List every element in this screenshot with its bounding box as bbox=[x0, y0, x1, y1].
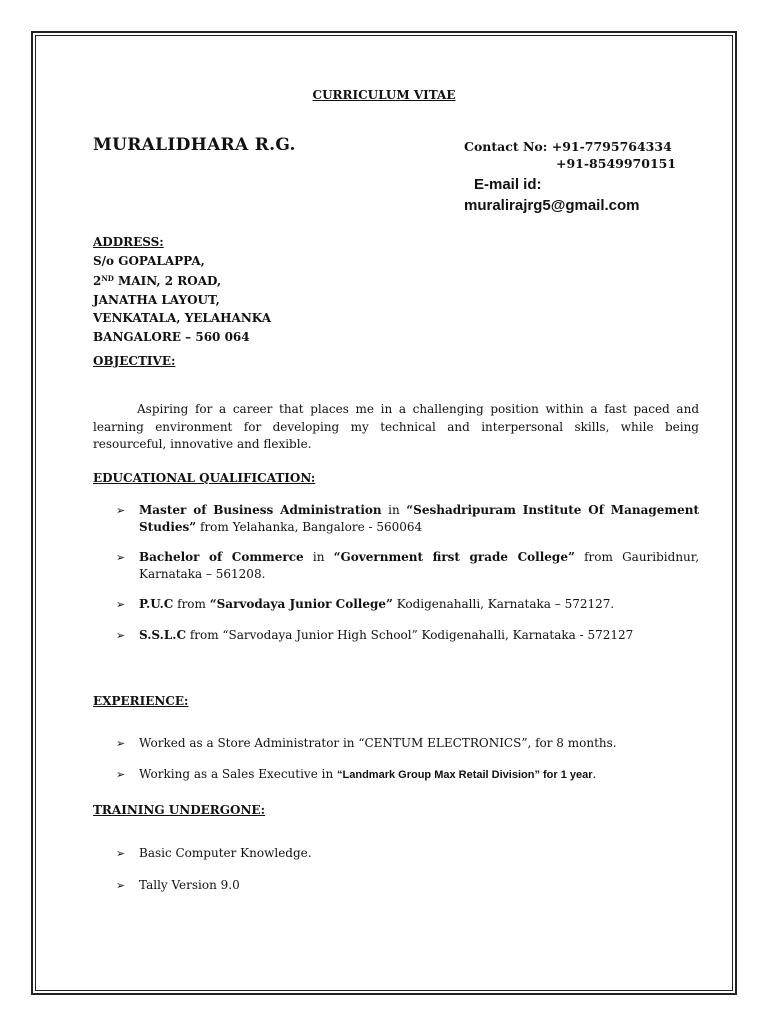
phone-secondary: +91-8549970151 bbox=[556, 156, 677, 171]
candidate-name: MURALIDHARA R.G. bbox=[93, 135, 296, 155]
address-line: JANATHA LAYOUT, bbox=[93, 292, 220, 307]
contact-label: Contact No: bbox=[464, 139, 548, 154]
bullet-arrow-icon: ➢ bbox=[116, 504, 126, 517]
education-item: ➢ S.S.L.C from “Sarvodaya Junior High School” Kodigenahalli, Karnataka - 572127 bbox=[116, 628, 634, 642]
address-line: BANGALORE – 560 064 bbox=[93, 329, 250, 344]
bullet-arrow-icon: ➢ bbox=[116, 598, 126, 611]
bullet-arrow-icon: ➢ bbox=[116, 768, 126, 781]
bullet-arrow-icon: ➢ bbox=[116, 629, 126, 642]
education-item: ➢ Bachelor of Commerce in “Government first grade College” from Gauribidnur, Karnataka – 561208. bbox=[116, 550, 700, 581]
address-line: S/o GOPALAPPA, bbox=[93, 253, 205, 268]
contact-line bbox=[464, 139, 672, 154]
education-heading: EDUCATIONAL QUALIFICATION: bbox=[93, 471, 316, 485]
bullet-arrow-icon: ➢ bbox=[116, 847, 126, 860]
objective-text: Aspiring for a career that places me in a challenging position within a fast paced and learning environment for developing my technical and interpersonal skills, while being resourceful, innovative and flexible. bbox=[93, 402, 699, 451]
bullet-arrow-icon: ➢ bbox=[116, 737, 126, 750]
address-line: 2ND MAIN, 2 ROAD, bbox=[93, 274, 222, 288]
address-block bbox=[93, 233, 271, 346]
education-item: ➢ P.U.C from “Sarvodaya Junior College” Kodigenahalli, Karnataka – 572127. bbox=[116, 597, 615, 611]
phone-primary: +91-7795764334 bbox=[551, 139, 672, 154]
address-line: VENKATALA, YELAHANKA bbox=[93, 311, 272, 325]
bullet-arrow-icon: ➢ bbox=[116, 551, 126, 564]
education-item: ➢ Master of Business Administration in “Seshadripuram Institute Of Management Studies” from Yelahanka, Bangalore - 560064 bbox=[116, 503, 699, 534]
address-heading: ADDRESS: bbox=[93, 235, 164, 249]
email-label: E-mail id: bbox=[474, 176, 542, 193]
experience-item: ➢ Working as a Sales Executive in “Landmark Group Max Retail Division” for 1 year. bbox=[116, 766, 699, 784]
experience-item: ➢ Worked as a Store Administrator in “CENTUM ELECTRONICS”, for 8 months. bbox=[116, 736, 617, 750]
experience-heading: EXPERIENCE: bbox=[93, 694, 189, 708]
training-item: ➢ Basic Computer Knowledge. bbox=[116, 846, 312, 860]
training-heading: TRAINING UNDERGONE: bbox=[93, 803, 266, 817]
objective-heading: OBJECTIVE: bbox=[93, 354, 176, 368]
email-address: muralirajrg5@gmail.com bbox=[464, 197, 640, 214]
bullet-arrow-icon: ➢ bbox=[116, 879, 126, 892]
document-title: CURRICULUM VITAE bbox=[312, 88, 456, 102]
training-item: ➢ Tally Version 9.0 bbox=[116, 878, 240, 892]
